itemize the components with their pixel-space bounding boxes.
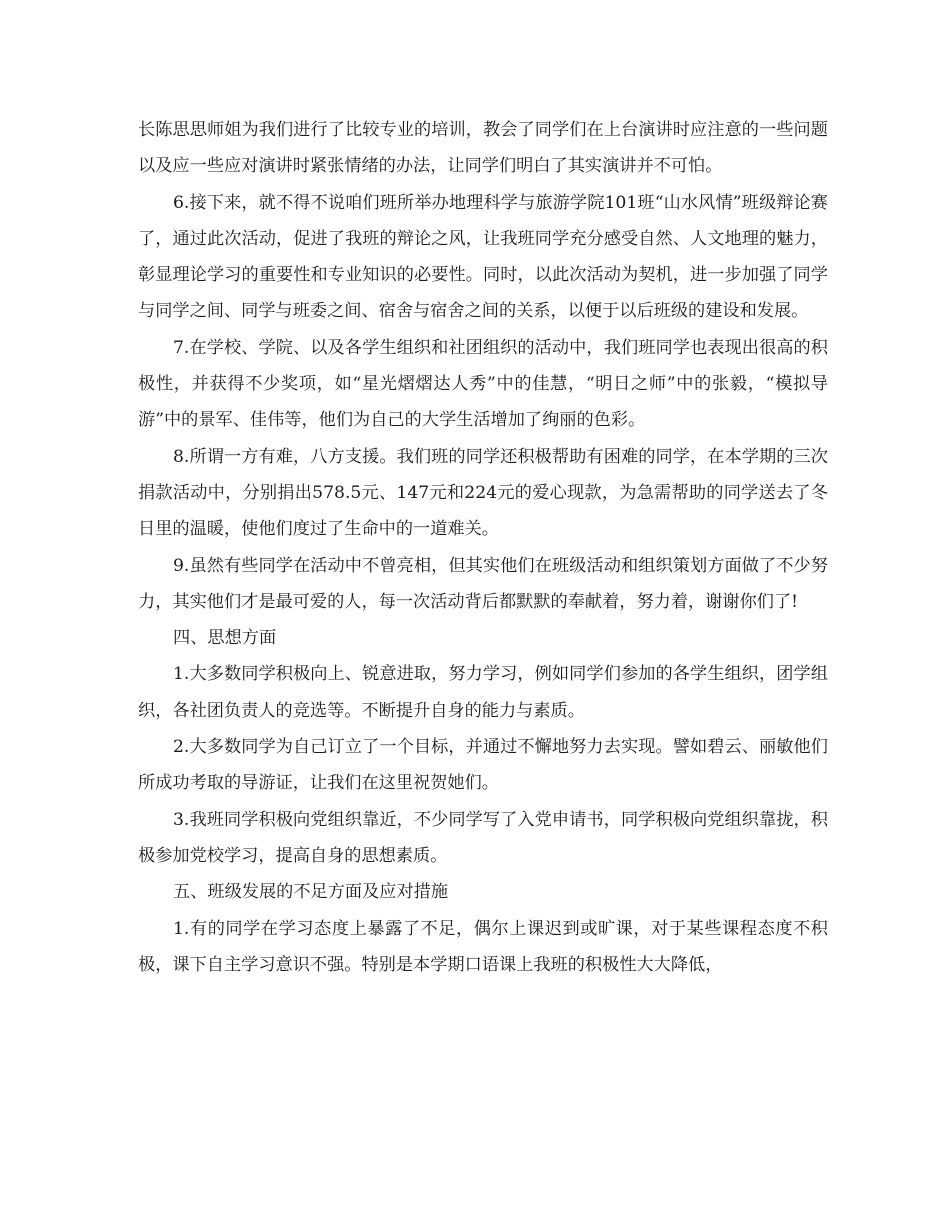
- paragraph-shortcoming-1: 1.有的同学在学习态度上暴露了不足，偶尔上课迟到或旷课，对于某些课程态度不积极，课下自主学习意识不强。特别是本学期口语课上我班的积极性大大降低，: [138, 918, 828, 975]
- document-body: [138, 112, 828, 983]
- paragraph-thought-2: 2.大多数同学为自己订立了一个目标，并通过不懈地努力去实现。譬如碧云、丽敏他们所成功考取的导游证，让我们在这里祝贺她们。: [138, 737, 828, 794]
- section-heading-shortcomings: 五、班级发展的不足方面及应对措施: [173, 882, 449, 903]
- paragraph-continuation: 长陈思思师姐为我们进行了比较专业的培训，教会了同学们在上台演讲时应注意的一些问题以及应一些应对演讲时紧张情绪的办法，让同学们明白了其实演讲并不可怕。: [138, 120, 828, 177]
- paragraph-thought-3: 3.我班同学积极向党组织靠近，不少同学写了入党申请书，同学积极向党组织靠拢，积极参加党校学习，提高自身的思想素质。: [138, 809, 828, 866]
- paragraph-thought-1: 1.大多数同学积极向上、锐意进取，努力学习，例如同学们参加的各学生组织，团学组织，各社团负责人的竞选等。不断提升自身的能力与素质。: [138, 664, 828, 721]
- paragraph-item-6: 6.接下来，就不得不说咱们班所举办地理科学与旅游学院101班“山水风情”班级辩论赛了，通过此次活动，促进了我班的辩论之风，让我班同学充分感受自然、人文地理的魅力，彰显理论学习的重要性和专业知识的必要性。同时，以此次活动为契机，进一步加强了同学与同学之间、同学与班委之间、宿舍与宿舍之间的关系，以便于以后班级的建设和发展。: [138, 192, 828, 322]
- paragraph-item-9: 9.虽然有些同学在活动中不曾亮相，但其实他们在班级活动和组织策划方面做了不少努力，其实他们才是最可爱的人，每一次活动背后都默默的奉献着，努力着，谢谢你们了!: [138, 555, 828, 612]
- paragraph-item-8: 8.所谓一方有难，八方支援。我们班的同学还积极帮助有困难的同学，在本学期的三次捐款活动中，分别捐出578.5元、147元和224元的爱心现款，为急需帮助的同学送去了冬日里的温暖，使他们度过了生命中的一道难关。: [138, 446, 828, 540]
- paragraph-item-7: 7.在学校、学院、以及各学生组织和社团组织的活动中，我们班同学也表现出很高的积极性，并获得不少奖项，如“星光熠熠达人秀”中的佳慧，“明日之师”中的张毅，“模拟导游”中的景军、佳伟等，他们为自己的大学生活增加了绚丽的色彩。: [138, 337, 828, 431]
- section-heading-thought: 四、思想方面: [173, 628, 277, 649]
